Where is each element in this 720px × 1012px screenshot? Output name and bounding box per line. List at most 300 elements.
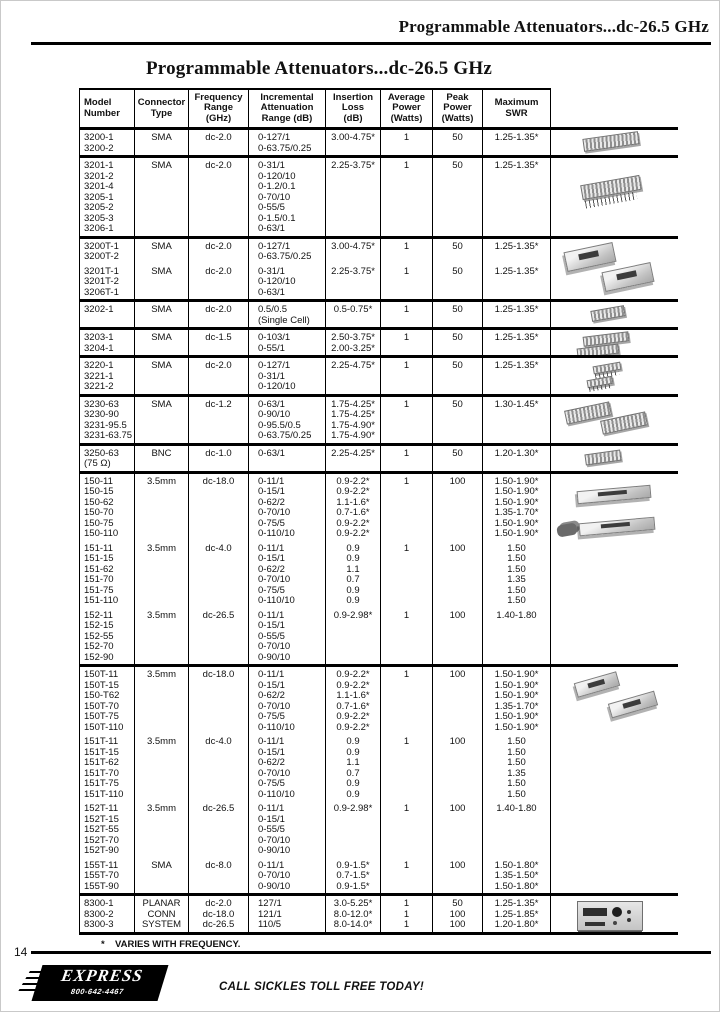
cell-line: 50 (452, 132, 463, 143)
cell-line: 3205-2 (84, 202, 114, 213)
attenuator-product-image (579, 516, 656, 536)
cell-line: 1 (403, 908, 410, 920)
cell-line: SMA (151, 360, 172, 371)
attenuator-product-image (577, 901, 643, 931)
cell-line: 0-31/1 (258, 265, 285, 277)
header-cell (326, 90, 381, 127)
cell-line: 0-110/10 (258, 595, 295, 606)
cell-line: 0-31/1 (258, 370, 285, 382)
cell-peak (433, 239, 483, 264)
cell-line: 0-15/1 (258, 553, 285, 564)
cell-line: 1.50 (507, 778, 526, 789)
cell-line: 1.50 (507, 757, 526, 768)
cell-peak (433, 397, 483, 443)
cell-line: 0-70/10 (258, 574, 291, 585)
cell-line: SMA (151, 240, 172, 252)
cell-conn (135, 330, 189, 355)
cell-swr (483, 896, 551, 932)
cell-atten (249, 801, 326, 858)
cell-line: 0.7-1.6* (336, 507, 370, 518)
cell-line: 0-110/10 (258, 788, 295, 800)
cell-line: 0.9-2.98* (333, 609, 373, 621)
cell-model (79, 474, 135, 541)
cell-line: 0-1.5/0.1 (258, 212, 296, 224)
cell-line: 1.50-1.90* (494, 690, 539, 701)
cell-line: 121/1 (258, 908, 282, 920)
cell-line: 0.9-2.2* (336, 528, 370, 539)
cell-line: Power (392, 102, 421, 114)
cell-conn (135, 239, 189, 264)
page-footer (1, 945, 719, 1011)
cell-loss (326, 896, 381, 932)
header-cell (433, 90, 483, 127)
cell-atten (249, 358, 326, 394)
cell-avg (381, 397, 433, 443)
cell-line: 0.9 (346, 746, 360, 758)
cell-line: 0-70/10 (258, 507, 291, 518)
cell-peak (433, 330, 483, 355)
cell-swr (483, 734, 551, 801)
cell-line: 0-62/2 (258, 563, 285, 575)
cell-line: 1 (403, 447, 410, 459)
cell-line: 0.5-0.75* (333, 304, 373, 315)
cell-line: 3201-4 (84, 181, 114, 192)
cell-avg (381, 896, 433, 932)
table-row-group (79, 358, 678, 397)
cell-line: 1 (403, 542, 410, 554)
cell-line: SMA (151, 304, 172, 315)
cell-line: 3220-1 (84, 360, 114, 371)
cell-line: 100 (449, 669, 466, 680)
row-group-data (79, 474, 551, 665)
cell-line: 3231-95.5 (84, 419, 127, 431)
cell-line: 0.5/0.5 (258, 304, 288, 315)
cell-model (79, 239, 135, 264)
cell-atten (249, 330, 326, 355)
cell-avg (381, 801, 433, 858)
cell-line: 0-90/10 (258, 651, 291, 663)
cell-line: (dB) (343, 112, 363, 124)
cell-line: 1 (403, 803, 410, 814)
cell-loss (326, 239, 381, 264)
cell-model (79, 896, 135, 932)
cell-line: 1.75-4.90* (331, 419, 375, 431)
cell-line: dc-1.0 (205, 447, 232, 459)
cell-line: 150T-75 (84, 711, 119, 722)
cell-line: 0-15/1 (258, 746, 285, 758)
cell-atten (249, 397, 326, 443)
cell-avg (381, 474, 433, 541)
cell-line: 0-63/1 (258, 223, 285, 234)
cell-avg (381, 667, 433, 734)
cell-line: 0-75/5 (258, 711, 285, 722)
cell-line: 3.5mm (146, 542, 177, 554)
table-row (79, 302, 551, 327)
attenuator-product-image (584, 449, 621, 465)
cell-model (79, 446, 135, 471)
cell-line: 1.50 (507, 746, 526, 758)
cell-line: 50 (452, 360, 463, 371)
cell-line: 3200-1 (84, 132, 114, 143)
row-group-data (79, 302, 551, 327)
cell-line: 1.50-1.90* (494, 711, 539, 722)
cell-peak (433, 858, 483, 894)
attenuator-product-image (590, 305, 625, 322)
attenuator-product-image (601, 262, 654, 292)
row-group-data (79, 358, 551, 394)
cell-line: 3200T-2 (84, 251, 119, 262)
cell-line: 100 (449, 475, 466, 487)
header-cell (249, 90, 326, 127)
cell-swr (483, 608, 551, 665)
cell-line: 50 (452, 304, 463, 315)
cell-atten (249, 896, 326, 932)
cell-conn (135, 608, 189, 665)
cell-line: 0-55/5 (258, 202, 285, 213)
cell-freq (189, 667, 249, 734)
row-group-data (79, 130, 551, 155)
cell-line: 8.0-12.0* (333, 908, 373, 920)
cell-line: 0.9-2.2* (336, 475, 370, 487)
table-row (79, 801, 551, 858)
cell-line: 1.25-1.35* (494, 132, 539, 143)
cell-line: 0-120/10 (258, 170, 296, 182)
cell-line: 0.7 (346, 767, 360, 779)
cell-line: 3231-63.75 (84, 430, 133, 441)
cell-line: 0-63/1 (258, 398, 285, 410)
header-rule (31, 42, 711, 45)
table-row-group (79, 446, 678, 474)
footnote-text: VARIES WITH FREQUENCY. (115, 938, 241, 950)
table-row (79, 239, 551, 264)
cell-line: 0-62/2 (258, 757, 285, 768)
cell-line: 0.9 (346, 788, 360, 800)
cell-line: Average (387, 91, 426, 103)
cell-loss (326, 158, 381, 236)
cell-line: SMA (151, 332, 172, 343)
row-group-data (79, 397, 551, 443)
cell-swr (483, 541, 551, 608)
cell-line: 0-90/10 (258, 409, 291, 420)
cell-line: 0-55/5 (258, 824, 285, 835)
cell-swr (483, 474, 551, 541)
cell-line: 1.1-1.6* (336, 496, 370, 508)
cell-line: 0.9 (346, 542, 360, 554)
cell-conn (135, 264, 189, 300)
bench-instrument-photo (551, 896, 678, 932)
cell-freq (189, 358, 249, 394)
cell-line: 1 (403, 240, 410, 252)
cell-line: 1 (403, 669, 410, 680)
cell-line: dc-2.0 (205, 360, 232, 371)
cell-line: SMA (151, 160, 172, 171)
cell-line: 150T-70 (84, 700, 119, 712)
cell-line: 1.50 (507, 542, 526, 554)
cell-avg (381, 446, 433, 471)
cell-line: 100 (449, 542, 466, 554)
cell-line: 2.50-3.75* (331, 332, 375, 343)
table-header (79, 88, 678, 130)
cell-line: 151-15 (84, 553, 114, 564)
cell-line: 3206-1 (84, 223, 114, 234)
cell-line: 50 (452, 332, 463, 343)
table-row-group (79, 474, 678, 668)
cell-line: 3201T-2 (84, 276, 119, 287)
cell-line: 0.9-2.2* (336, 517, 370, 529)
cell-atten (249, 446, 326, 471)
cell-line: 151-11 (84, 542, 113, 554)
cell-line: 0-11/1 (258, 669, 285, 680)
cell-line: 3201-2 (84, 170, 114, 182)
cell-line: 1.50-1.90* (494, 475, 539, 487)
cell-model (79, 130, 135, 155)
cell-line: 1.30-1.45* (494, 398, 539, 410)
cell-line: 0.9-1.5* (336, 880, 370, 892)
cell-line: SWR (505, 107, 528, 119)
cell-line: 2.25-4.25* (331, 447, 375, 459)
cell-model (79, 330, 135, 355)
cell-line: 1.50 (507, 584, 526, 596)
cell-line: 100 (449, 803, 466, 814)
cell-line: Number (84, 107, 120, 119)
cell-peak (433, 158, 483, 236)
cell-line: 1.50-1.90* (494, 679, 539, 691)
attenuator-product-image (556, 522, 578, 537)
cell-peak (433, 667, 483, 734)
cell-line: 0-70/10 (258, 767, 291, 779)
cell-model (79, 858, 135, 894)
row-group-data (79, 330, 551, 355)
cell-line: 152-90 (84, 651, 114, 663)
cell-line: 100 (449, 609, 466, 621)
dual-ribbed-photo (551, 397, 678, 443)
cell-line: 1.75-4.90* (331, 430, 375, 441)
cell-line: Power (443, 102, 472, 114)
single-ribbed-photo (551, 446, 678, 471)
asterisk-symbol: * (101, 938, 105, 950)
cell-line: 1.25-1.35* (494, 898, 539, 909)
cell-line: dc-4.0 (205, 736, 232, 747)
cell-line: dc-8.0 (205, 859, 232, 871)
cell-line: 0-70/10 (258, 191, 291, 203)
table-row-group (79, 397, 678, 446)
cell-line: Attenuation (260, 102, 314, 114)
cell-freq (189, 330, 249, 355)
express-logo (37, 965, 163, 1001)
cell-line: 1.50-1.90* (494, 721, 539, 733)
cell-line: 1.40-1.80 (496, 609, 537, 621)
cell-line: SMA (151, 859, 172, 871)
cell-conn (135, 302, 189, 327)
cell-line: 0-75/5 (258, 517, 285, 529)
cell-line: 151T-11 (84, 736, 119, 747)
cell-line: 2.25-4.75* (331, 360, 375, 371)
cell-line: 151-62 (84, 563, 114, 575)
cell-loss (326, 446, 381, 471)
header-cell (79, 90, 135, 127)
table-row (79, 330, 551, 355)
cell-model (79, 264, 135, 300)
cell-line: 1 (403, 736, 410, 747)
cell-peak (433, 896, 483, 932)
cell-line: 151T-15 (84, 746, 119, 758)
cell-line: 1.20-1.30* (494, 447, 539, 459)
cell-avg (381, 302, 433, 327)
cell-line: 3202-1 (84, 304, 114, 315)
logo-brand: EXPRESS (59, 966, 145, 985)
cell-line: 100 (449, 919, 466, 930)
cell-line: 1.1-1.6* (336, 690, 370, 701)
cell-line: 1 (403, 332, 410, 343)
cell-avg (381, 541, 433, 608)
cell-line: 8300-3 (84, 919, 114, 930)
cell-line: 3.00-4.75* (331, 240, 375, 252)
table-row (79, 397, 551, 443)
cell-line: 0.9-2.2* (336, 711, 370, 722)
cell-line: 155T-70 (84, 870, 119, 881)
cell-model (79, 541, 135, 608)
cell-peak (433, 608, 483, 665)
cell-swr (483, 302, 551, 327)
small-module-photo (551, 302, 678, 327)
cell-line: 50 (452, 265, 463, 277)
cell-line: SYSTEM (141, 919, 182, 930)
cell-line: dc-26.5 (202, 919, 235, 930)
cell-loss (326, 397, 381, 443)
cell-line: 1 (403, 265, 410, 277)
cell-line: Model (84, 97, 112, 108)
header-cell (381, 90, 433, 127)
cell-line: 3221-1 (84, 370, 114, 382)
cell-line: 0-110/10 (258, 528, 295, 539)
cell-swr (483, 446, 551, 471)
cell-avg (381, 264, 433, 300)
cell-swr (483, 239, 551, 264)
cell-line: 0.7 (346, 574, 360, 585)
cell-line: 2.00-3.25* (331, 342, 375, 354)
cell-model (79, 801, 135, 858)
table-row-group (79, 130, 678, 158)
cell-swr (483, 667, 551, 734)
cell-line: 50 (452, 160, 463, 171)
cell-line: 50 (452, 398, 463, 410)
cell-line: 151T-75 (84, 778, 119, 789)
cell-line: 152-70 (84, 641, 114, 652)
cell-loss (326, 734, 381, 801)
cell-line: Range (dB) (261, 112, 313, 124)
cell-freq (189, 446, 249, 471)
cell-freq (189, 541, 249, 608)
cell-line: 150T-15 (84, 679, 119, 691)
cell-freq (189, 239, 249, 264)
cell-line: dc-18.0 (202, 908, 235, 920)
cell-line: 0-15/1 (258, 679, 285, 691)
cell-line: 1.50 (507, 788, 526, 800)
footer-tagline: CALL SICKLES TOLL FREE TODAY! (219, 981, 425, 993)
cell-line: 3250-63 (84, 447, 119, 459)
cell-atten (249, 130, 326, 155)
cell-line: 3230-63 (84, 398, 119, 410)
cell-freq (189, 858, 249, 894)
page-number: 14 (14, 945, 28, 959)
cell-conn (135, 896, 189, 932)
cell-line: 1 (403, 898, 410, 909)
cell-line: 152-11 (84, 609, 113, 621)
cell-line: 1.35 (507, 574, 526, 585)
cell-line: 0-75/5 (258, 584, 285, 596)
cell-line: dc-26.5 (202, 803, 235, 814)
dual-box-photo (551, 239, 678, 300)
cell-line: 152T-11 (84, 803, 119, 814)
cell-line: 0-127/1 (258, 132, 291, 143)
cell-freq (189, 130, 249, 155)
row-group-data (79, 239, 551, 300)
cell-line: 0-62/2 (258, 690, 285, 701)
cell-freq (189, 158, 249, 236)
cell-line: 0-63.75/0.25 (258, 430, 312, 441)
cell-line: 0-110/10 (258, 721, 295, 733)
cell-atten (249, 608, 326, 665)
cell-line: 3204-1 (84, 342, 114, 354)
cell-line: 1.50-1.80* (494, 880, 539, 892)
cell-line: Frequency (194, 91, 243, 103)
cell-line: SMA (151, 398, 172, 410)
cell-line: 1 (403, 919, 410, 930)
cell-conn (135, 541, 189, 608)
cell-line: 127/1 (258, 898, 282, 909)
cell-line: 0-63.75/0.25 (258, 142, 312, 154)
cell-line: 1.20-1.80* (494, 919, 539, 930)
cell-line: 150-15 (84, 486, 114, 497)
cell-conn (135, 158, 189, 236)
cell-line: 0-62/2 (258, 496, 285, 508)
cell-line: 50 (452, 240, 463, 252)
cell-conn (135, 446, 189, 471)
cell-line: 0-11/1 (258, 542, 285, 554)
cell-loss (326, 330, 381, 355)
cell-line: 0.9-1.5* (336, 859, 370, 871)
cell-line: BNC (151, 447, 172, 459)
cell-swr (483, 130, 551, 155)
cell-avg (381, 734, 433, 801)
cell-model (79, 608, 135, 665)
cell-line: 3221-2 (84, 381, 114, 392)
cell-atten (249, 734, 326, 801)
cell-line: 1.50-1.90* (494, 496, 539, 508)
cell-line: 1.50-1.90* (494, 517, 539, 529)
cell-line: 152T-55 (84, 824, 119, 835)
cell-line: 151T-62 (84, 757, 119, 768)
cell-loss (326, 608, 381, 665)
cell-peak (433, 302, 483, 327)
cell-line: 0.9 (346, 778, 360, 789)
cell-line: dc-2.0 (205, 160, 232, 171)
cell-line: dc-2.0 (205, 898, 232, 909)
cell-avg (381, 330, 433, 355)
cell-line: 1.25-1.35* (494, 265, 539, 277)
cell-line: 0.9 (346, 736, 360, 747)
cell-peak (433, 474, 483, 541)
cell-line: 0-95.5/0.5 (258, 419, 301, 431)
cell-line: Loss (341, 102, 365, 114)
cell-line: 1.50 (507, 595, 526, 606)
cell-line: 152T-90 (84, 845, 119, 856)
cell-line: 1 (403, 304, 410, 315)
cell-line: 1.1 (346, 757, 360, 768)
row-group-data (79, 158, 551, 236)
cell-loss (326, 801, 381, 858)
header-cell (135, 90, 189, 127)
